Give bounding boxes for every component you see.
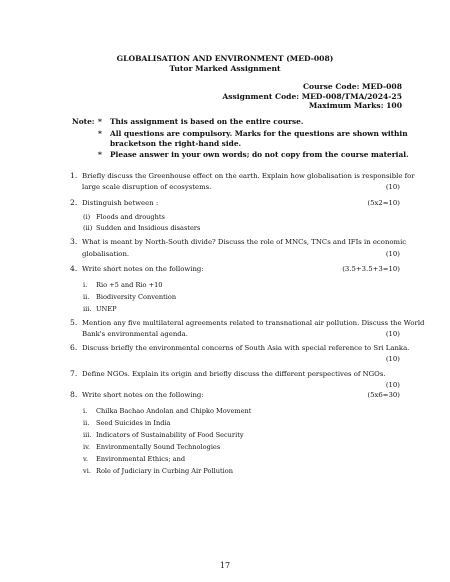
document-title: GLOBALISATION AND ENVIRONMENT (MED-008) (116, 54, 334, 63)
question-marks: (10) (385, 250, 400, 258)
note-label: Note: (72, 117, 95, 126)
sub-item-number: ii. (83, 419, 90, 427)
question-marks: (10) (385, 183, 400, 191)
sub-item-text: Seed Suicides in India (96, 419, 171, 427)
sub-item-text: Chilka Bachao Andolan and Chipko Movement (96, 407, 252, 415)
question-number: 3. (70, 237, 78, 246)
sub-item-number: iii. (83, 431, 92, 439)
question-marks: (10) (385, 381, 400, 389)
sub-item-number: ii. (83, 293, 90, 301)
question-text: Distinguish between : (82, 199, 159, 207)
question-number: 6. (70, 343, 78, 352)
sub-item-number: (i) (83, 213, 91, 221)
question-text: Mention any five multilateral agreements related to transnational air pollution. Discuss the World (82, 319, 425, 327)
question-text: large scale disruption of ecosystems. (82, 183, 212, 191)
note-line: bracketson the right-hand side. (110, 139, 242, 148)
question-number: 8. (70, 390, 78, 399)
note-bullet-icon: * (98, 150, 102, 159)
sub-item-text: UNEP (96, 305, 117, 313)
question-number: 4. (70, 264, 78, 273)
sub-item-number: iii. (83, 305, 92, 313)
sub-item-text: Sudden and Insidious disasters (96, 224, 201, 232)
sub-item-text: Environmentally Sound Technologies (96, 443, 221, 451)
sub-item-text: Biodiversity Convention (96, 293, 177, 301)
note-line: Please answer in your own words; do not copy from the course material. (110, 150, 409, 159)
question-text: Discuss briefly the environmental concerns of South Asia with special reference to Sri Lanka. (82, 344, 410, 352)
question-marks: (10) (385, 330, 400, 338)
sub-item-number: iv. (83, 443, 91, 451)
sub-item-number: i. (83, 407, 88, 415)
question-text: Define NGOs. Explain its origin and briefly discuss the different perspectives of NGOs. (82, 370, 386, 378)
sub-item-number: vi. (83, 467, 91, 475)
question-number: 7. (70, 369, 78, 378)
question-text: What is meant by North-South divide? Discuss the role of MNCs, TNCs and IFIs in economic (82, 238, 407, 246)
question-marks: (3.5+3.5+3=10) (342, 265, 400, 273)
question-text: globalisation. (82, 250, 130, 258)
sub-item-text: Indicators of Sustainability of Food Security (96, 431, 244, 439)
question-number: 2. (70, 198, 78, 207)
question-marks: (10) (385, 355, 400, 363)
assignment-code: Assignment Code: MED-008/TMA/2024-25 (222, 92, 402, 101)
sub-item-text: Environmental Ethics; and (96, 455, 186, 463)
sub-item-number: (ii) (83, 224, 93, 232)
question-marks: (5x2=10) (367, 199, 400, 207)
sub-item-text: Floods and droughts (96, 213, 165, 221)
sub-item-number: i. (83, 281, 88, 289)
note-bullet-icon: * (98, 129, 102, 138)
sub-item-text: Role of Judiciary in Curbing Air Pollution (96, 467, 233, 475)
question-text: Write short notes on the following: (82, 391, 204, 399)
question-text: Write short notes on the following: (82, 265, 204, 273)
note-line: All questions are compulsory. Marks for the questions are shown within (110, 129, 408, 138)
document-subtitle: Tutor Marked Assignment (169, 64, 281, 73)
question-marks: (5x6=30) (367, 391, 400, 399)
course-code: Course Code: MED-008 (302, 82, 402, 91)
question-text: Bank's environmental agenda. (82, 330, 188, 338)
maximum-marks: Maximum Marks: 100 (308, 101, 402, 110)
page-number: 17 (219, 561, 231, 570)
question-number: 5. (70, 318, 78, 327)
question-text: Briefly discuss the Greenhouse effect on the earth. Explain how globalisation is responsible for (82, 172, 415, 180)
question-number: 1. (70, 171, 78, 180)
note-bullet-icon: * (98, 117, 102, 126)
note-line: This assignment is based on the entire course. (110, 117, 304, 126)
sub-item-number: v. (83, 455, 89, 463)
sub-item-text: Rio +5 and Rio +10 (96, 281, 163, 289)
